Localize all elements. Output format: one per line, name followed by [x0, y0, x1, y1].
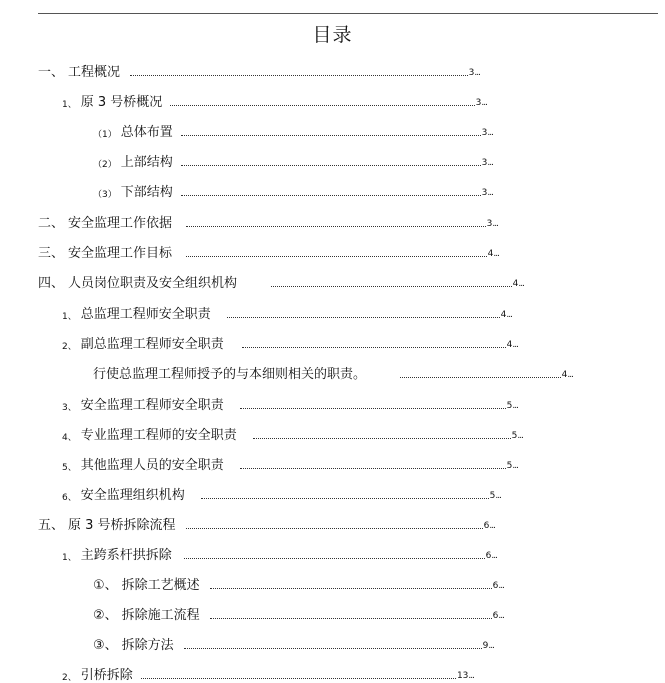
header-rule [38, 13, 658, 14]
toc-entry-number: 1、 [62, 553, 77, 563]
toc-entry-number: 四、 [38, 276, 65, 291]
toc-entry-leader-dots [186, 256, 487, 257]
toc-entry-page-number: 6 ... [493, 611, 504, 621]
toc-entry-number: 一、 [38, 65, 65, 80]
toc-entry[interactable] [38, 241, 499, 261]
toc-entry-label: 行使总监理工程师授予的与本细则相关的职责。 [93, 367, 367, 382]
toc-entry-leader-dots [201, 498, 489, 499]
toc-entry-number: 二、 [38, 216, 65, 231]
toc-entry[interactable] [93, 362, 573, 382]
toc-entry-page-number: 4 ... [507, 340, 518, 350]
toc-entry-label: 总监理工程师安全职责 [80, 307, 211, 322]
toc-entry-page-number: 6 ... [486, 551, 497, 561]
toc-entry-number: 三、 [38, 246, 65, 261]
toc-entry-label: 上部结构 [120, 155, 173, 170]
page-title: 目录 [312, 24, 353, 46]
toc-entry[interactable] [62, 393, 518, 413]
toc-entry-page-number: 9 ... [483, 641, 494, 651]
toc-entry-label: 安全监理工程师安全职责 [80, 398, 224, 413]
toc-entry-leader-dots [400, 377, 561, 378]
toc-entry-leader-dots [242, 347, 506, 348]
toc-entry-leader-dots [130, 75, 468, 76]
toc-entry-leader-dots [186, 528, 483, 529]
toc-entry-label: 拆除方法 [121, 638, 174, 653]
toc-entry-number: 6、 [62, 493, 77, 503]
toc-entry[interactable] [62, 332, 518, 352]
toc-entry-page-number: 6 ... [484, 521, 495, 531]
toc-entry-label: 拆除施工流程 [121, 608, 200, 623]
toc-entry-number: 五、 [38, 518, 65, 533]
toc-entry-number: ①、 [93, 578, 118, 593]
toc-entry-label: 其他监理人员的安全职责 [80, 458, 224, 473]
toc-entry-label: 安全监理工作目标 [68, 246, 173, 261]
toc-entry-label: 人员岗位职责及安全组织机构 [68, 276, 238, 291]
toc-entry-page-number: 3 ... [487, 219, 498, 229]
toc-entry-label: 副总监理工程师安全职责 [80, 337, 224, 352]
toc-entry-page-number: 3 ... [482, 158, 493, 168]
toc-entry[interactable] [93, 633, 494, 653]
toc-entry-number: 2、 [62, 673, 77, 683]
toc-entry[interactable] [62, 543, 497, 563]
toc-entry[interactable] [93, 120, 493, 140]
toc-entry-page-number: 4 ... [501, 310, 512, 320]
toc-entry-label: 工程概况 [68, 65, 121, 80]
toc-entry[interactable] [93, 180, 493, 200]
toc-entry-number: 5、 [62, 463, 77, 473]
toc-entry-leader-dots [240, 468, 506, 469]
toc-entry[interactable] [62, 423, 523, 443]
toc-entry-page-number: 5 ... [490, 491, 501, 501]
toc-entry-leader-dots [181, 135, 481, 136]
toc-entry-label: 安全监理工作依据 [68, 216, 173, 231]
toc-entry-label: 总体布置 [120, 125, 173, 140]
toc-entry[interactable] [62, 483, 501, 503]
toc-entry-page-number: 4 ... [513, 279, 524, 289]
toc-entry-leader-dots [186, 226, 486, 227]
toc-entry-label: 安全监理组织机构 [80, 488, 185, 503]
toc-entry-label: 原 3 号桥概况 [80, 95, 163, 110]
toc-entry-page-number: 5 ... [512, 431, 523, 441]
toc-entry-label: 主跨系杆拱拆除 [80, 548, 172, 563]
toc-entry-page-number: 3 ... [476, 98, 487, 108]
toc-entry-leader-dots [210, 618, 492, 619]
toc-entry-label: 专业监理工程师的安全职责 [80, 428, 237, 443]
toc-entry-leader-dots [227, 317, 500, 318]
toc-entry[interactable] [62, 90, 487, 110]
toc-entry-number: 1、 [62, 100, 77, 110]
toc-entry-leader-dots [210, 588, 492, 589]
toc-entry-page-number: 3 ... [482, 128, 493, 138]
toc-entry-leader-dots [184, 648, 482, 649]
toc-entry-number: 2、 [62, 342, 77, 352]
toc-entry-page-number: 4 ... [488, 249, 499, 259]
toc-entry[interactable] [38, 60, 480, 80]
toc-entry[interactable] [62, 302, 512, 322]
toc-entry-number: （3） [93, 190, 117, 200]
toc-entry-leader-dots [271, 286, 512, 287]
toc-entry-number: ②、 [93, 608, 118, 623]
toc-entry-number: 4、 [62, 433, 77, 443]
toc-entry[interactable] [38, 271, 524, 291]
toc-entry-page-number: 13 ... [457, 671, 474, 681]
toc-entry-page-number: 4 ... [562, 370, 573, 380]
toc-entry-page-number: 3 ... [469, 68, 480, 78]
toc-entry-leader-dots [181, 195, 481, 196]
toc-entry-label: 引桥拆除 [80, 668, 133, 683]
toc-entry-number: ③、 [93, 638, 118, 653]
toc-entry[interactable] [38, 211, 498, 231]
toc-entry-leader-dots [184, 558, 485, 559]
toc-entry[interactable] [93, 573, 504, 593]
toc-entry-number: 3、 [62, 403, 77, 413]
toc-entry[interactable] [38, 513, 495, 533]
toc-entry-leader-dots [253, 438, 511, 439]
toc-entry[interactable] [93, 150, 493, 170]
toc-entry-leader-dots [240, 408, 506, 409]
toc-entry-page-number: 3 ... [482, 188, 493, 198]
toc-entry-leader-dots [170, 105, 474, 106]
toc-entry-number: 1、 [62, 312, 77, 322]
toc-entry-label: 下部结构 [120, 185, 173, 200]
toc-entry-label: 拆除工艺概述 [121, 578, 200, 593]
toc-entry-number: （2） [93, 160, 117, 170]
toc-entry[interactable] [62, 453, 518, 473]
toc-entry-leader-dots [181, 165, 481, 166]
toc-entry[interactable] [62, 663, 474, 683]
toc-entry[interactable] [93, 603, 504, 623]
toc-entry-page-number: 6 ... [493, 581, 504, 591]
toc-entry-page-number: 5 ... [507, 401, 518, 411]
toc-entry-label: 原 3 号桥拆除流程 [68, 518, 176, 533]
toc-entry-page-number: 5 ... [507, 461, 518, 471]
toc-entry-number: （1） [93, 130, 117, 140]
